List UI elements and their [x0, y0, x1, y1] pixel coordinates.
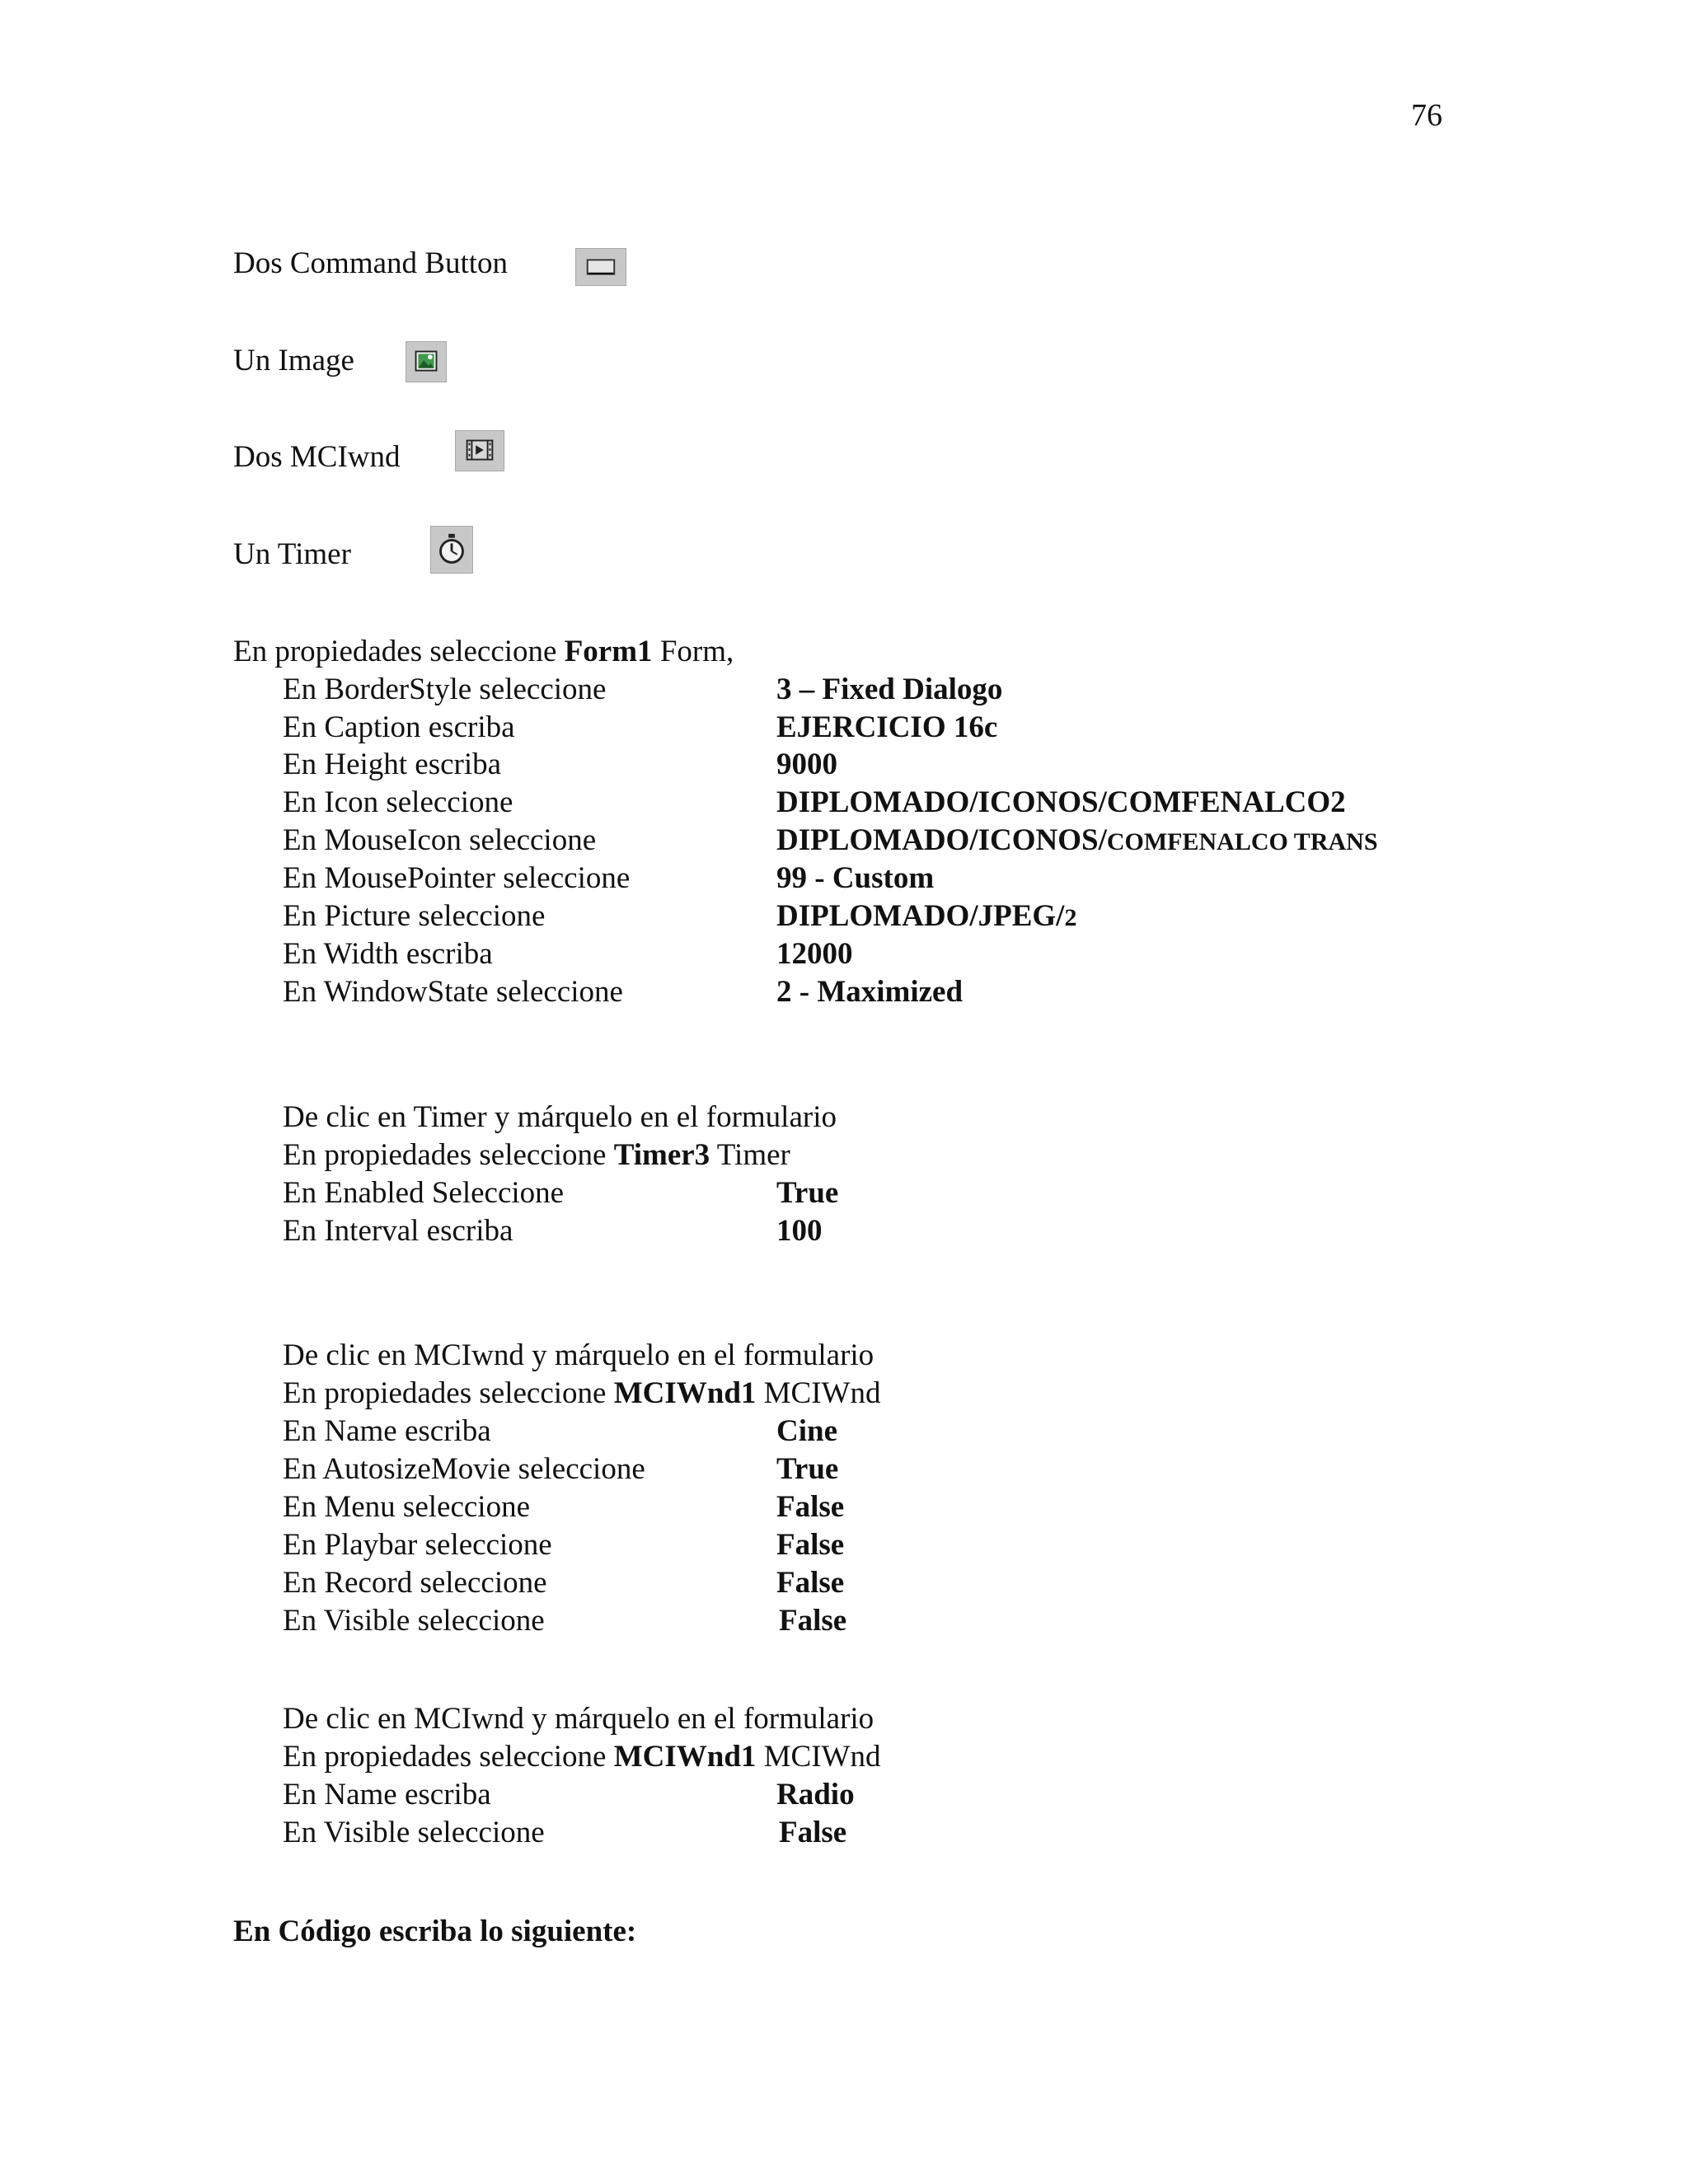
prop-value: EJERCICIO 16c: [776, 710, 998, 744]
command-button-icon: [575, 248, 626, 286]
prop-value: 12000: [776, 937, 853, 971]
prop-label: En Width escriba: [283, 937, 493, 971]
prop-value: DIPLOMADO/ICONOS/COMFENALCO2: [776, 785, 1346, 819]
image-icon: [406, 341, 447, 382]
prop-label: En MouseIcon seleccione: [283, 823, 597, 857]
prop-value: False: [779, 1816, 847, 1849]
prop-value: False: [776, 1528, 845, 1562]
prop-label: En Visible seleccione: [283, 1604, 545, 1638]
control-mciwnd-label: Dos MCIwnd: [233, 440, 401, 474]
prop-label: En Icon seleccione: [283, 785, 513, 819]
prop-label: En Name escriba: [283, 1778, 491, 1811]
control-command-button-label: Dos Command Button: [233, 246, 509, 280]
prop-value: 99 - Custom: [776, 861, 935, 895]
mci1-instruction: De clic en MCIwnd y márquelo en el formulario: [283, 1338, 874, 1372]
control-image-label: Un Image: [233, 344, 354, 377]
prop-label: En AutosizeMovie seleccione: [283, 1452, 645, 1486]
film-icon: [455, 430, 504, 471]
prop-label: En Playbar seleccione: [283, 1528, 552, 1562]
mci2-select-line: En propiedades seleccione MCIWnd1 MCIWnd: [283, 1740, 881, 1774]
prop-label: En BorderStyle seleccione: [283, 673, 607, 706]
prop-value: Cine: [776, 1414, 837, 1448]
prop-label: En Height escriba: [283, 748, 502, 781]
prop-label: En Menu seleccione: [283, 1490, 530, 1524]
prop-value: DIPLOMADO/JPEG/2: [776, 899, 1077, 933]
form-intro: En propiedades seleccione Form1 Form,: [233, 635, 734, 668]
prop-value: False: [779, 1604, 847, 1638]
prop-value: 3 – Fixed Dialogo: [776, 673, 1003, 706]
stopwatch-icon: [430, 526, 473, 574]
prop-value: Radio: [776, 1778, 855, 1811]
page-number: 76: [1411, 98, 1442, 133]
prop-label: En Record seleccione: [283, 1566, 547, 1600]
prop-value: 9000: [776, 748, 837, 781]
prop-value: True: [776, 1452, 839, 1486]
prop-label: En Enabled Seleccione: [283, 1176, 565, 1210]
prop-label: En Caption escriba: [283, 710, 515, 744]
prop-label: En Visible seleccione: [283, 1816, 545, 1849]
mci2-instruction: De clic en MCIwnd y márquelo en el formulario: [283, 1702, 874, 1736]
mci1-select-line: En propiedades seleccione MCIWnd1 MCIWnd: [283, 1376, 881, 1410]
prop-value: 2 - Maximized: [776, 975, 964, 1009]
prop-label: En WindowState seleccione: [283, 975, 623, 1009]
prop-value: 100: [776, 1214, 823, 1248]
prop-label: En MousePointer seleccione: [283, 861, 631, 895]
code-heading: En Código escriba lo siguiente:: [233, 1915, 637, 1948]
prop-value: True: [776, 1176, 839, 1210]
prop-value: False: [776, 1566, 845, 1600]
timer-select-line: En propiedades seleccione Timer3 Timer: [283, 1138, 790, 1172]
control-timer-label: Un Timer: [233, 537, 351, 571]
timer-instruction: De clic en Timer y márquelo en el formulario: [283, 1100, 837, 1134]
prop-value: DIPLOMADO/ICONOS/COMFENALCO TRANS: [776, 823, 1378, 857]
prop-label: En Name escriba: [283, 1414, 491, 1448]
prop-label: En Interval escriba: [283, 1214, 513, 1248]
prop-value: False: [776, 1490, 845, 1524]
prop-label: En Picture seleccione: [283, 899, 546, 933]
